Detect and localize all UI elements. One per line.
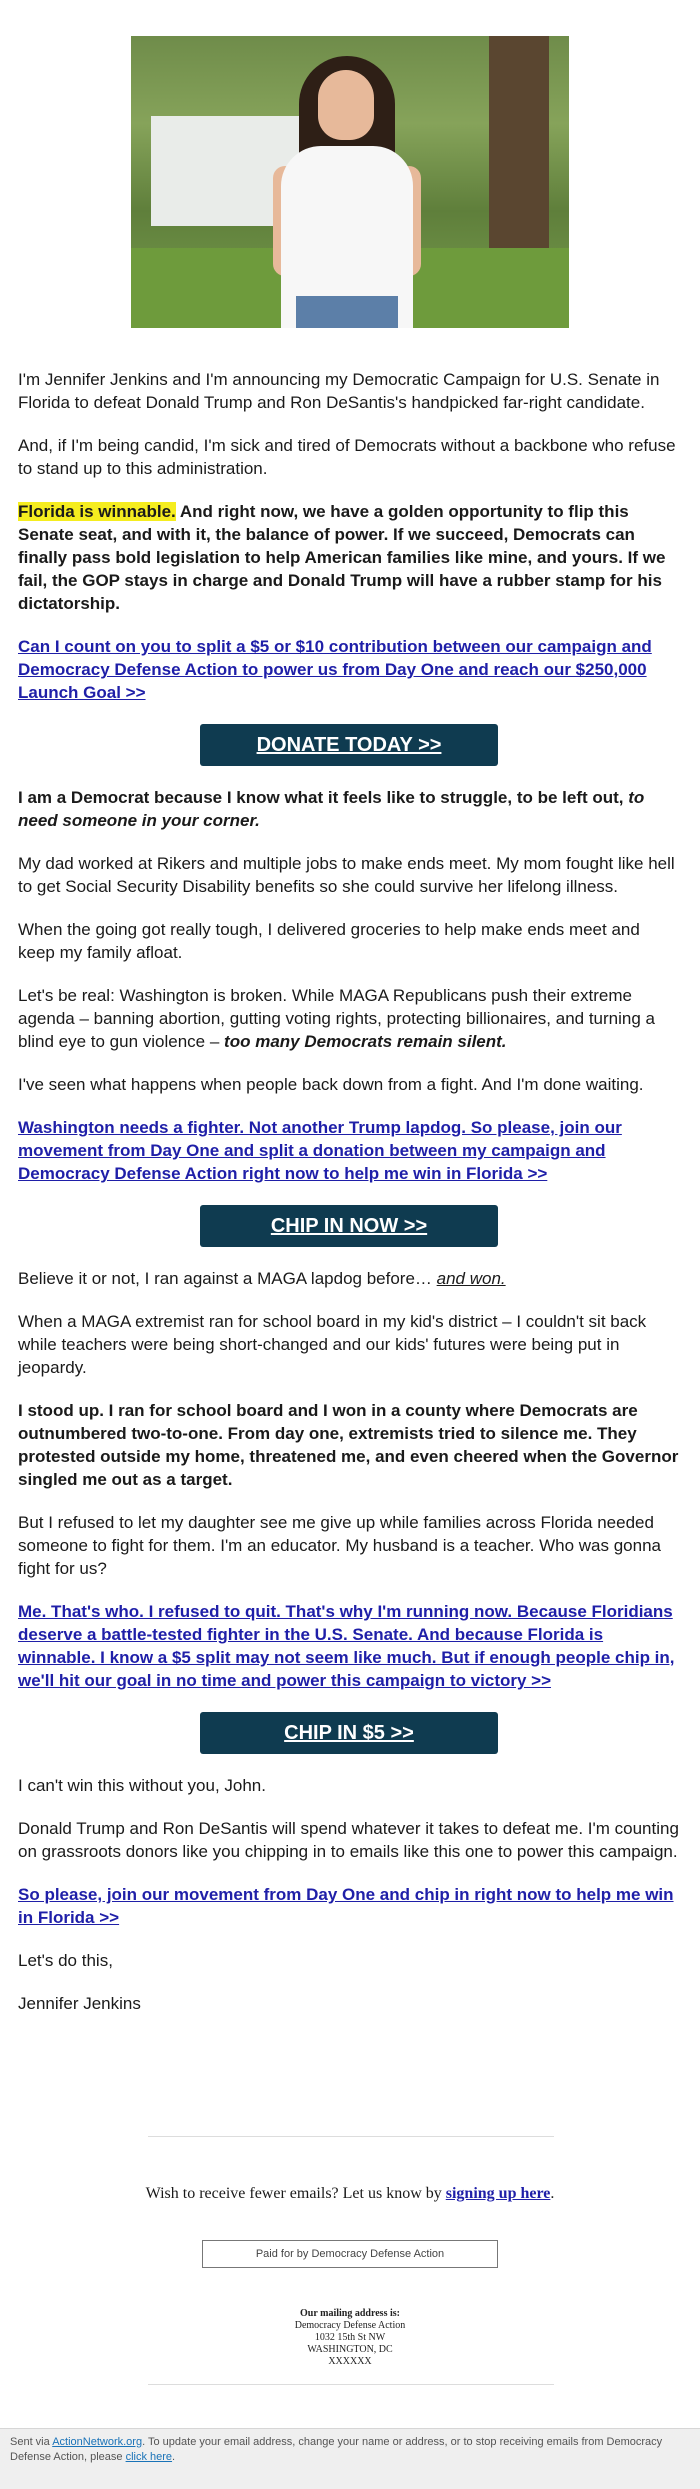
washington-paragraph [18,984,680,1053]
stood-up-paragraph: I stood up. I ran for school board and I won in a county where Democrats are outnumbered two-to-one. From day one, extremists tried to silence me. They protested outside my home, threatened me, and even cheered when the Governor singled me out as a target. [18,1401,679,1489]
mailing-label: Our mailing address is: [300,2308,400,2319]
donate-today-button[interactable]: DONATE TODAY >> [200,724,498,766]
intro-paragraph: I'm Jennifer Jenkins and I'm announcing my Democratic Campaign for U.S. Senate in Florida to defeat Donald Trump and Ron DeSantis's handpicked far-right candidate. [18,370,660,412]
sign-off-paragraph: Let's do this, [18,1951,113,1970]
cta-paragraph-1 [18,635,680,704]
join-movement-link[interactable]: So please, join our movement from Day One and chip in right now to help me win in Florida >> [18,1885,674,1927]
cant-win-paragraph: I can't win this without you, John. [18,1776,266,1795]
waiting-paragraph: I've seen what happens when people back down from a fight. And I'm done waiting. [18,1075,644,1094]
sent-via-middle: . To update your email address, change your name or address, or to stop receiving emails from Democracy Defense Action, please [10,2436,663,2463]
washington-bold: too many Democrats remain silent. [224,1032,507,1051]
fewer-emails-line [0,2185,700,2203]
chip-in-5-button[interactable]: CHIP IN $5 >> [200,1712,498,1754]
chip-5-button-row [18,1712,680,1754]
signature: Jennifer Jenkins [18,1994,141,2013]
photo-person-jeans [296,296,398,328]
sent-via-prefix: Sent via [10,2436,53,2448]
educator-paragraph: But I refused to let my daughter see me give up while families across Florida needed someone to fight for them. I'm an educator. My husband is a teacher. Who was gonna fight for us? [18,1513,661,1578]
launch-goal-link[interactable]: Can I count on you to split a $5 or $10 contribution between our campaign and Democracy Defense Action to power us from Day One and reach our $250,000 Launch Goal >> [18,637,652,702]
fewer-emails-text: Wish to receive fewer emails? Let us know by [145,2185,446,2202]
ran-before-paragraph [18,1267,680,1290]
donate-button-row [18,724,680,766]
groceries-paragraph: When the going got really tough, I delivered groceries to help make ends meet and keep my family afloat. [18,920,640,962]
email-body [18,368,680,2035]
democrat-paragraph [18,786,680,832]
backbone-paragraph: And, if I'm being candid, I'm sick and tired of Democrats without a backbone who refuse to stand up to this administration. [18,436,676,478]
actionnetwork-link[interactable]: ActionNetwork.org [52,2436,143,2448]
fighter-link[interactable]: Washington needs a fighter. Not another Trump lapdog. So please, join our movement from Day One and split a donation between my campaign and Democracy Defense Action right now to help me win in Florida >> [18,1118,622,1183]
chip-in-now-button[interactable]: CHIP IN NOW >> [200,1205,498,1247]
footer-divider-bottom [148,2384,554,2385]
and-won-text: and won. [436,1269,506,1288]
sent-via-footer [0,2428,700,2489]
signing-up-here-link[interactable]: signing up here [445,2185,551,2202]
paid-for-box: Paid for by Democracy Defense Action [202,2240,498,2268]
cta-paragraph-4 [18,1883,680,1929]
winnable-highlight: Florida is winnable. [18,502,176,521]
mailing-address [0,2308,700,2368]
winnable-text: And right now, we have a golden opportunity to flip this Senate seat, and with it, the balance of power. If we succeed, Democrats can finally pass bold legislation to help American families like mine, and yours. If we fail, the GOP stays in charge and Donald Trump will have a rubber stamp for his dictatorship. [18,502,666,613]
refused-to-quit-link[interactable]: Me. That's who. I refused to quit. That's why I'm running now. Because Floridians deserve a battle-tested fighter in the U.S. Senate. And because Florida is winnable. I know a $5 split may not seem like much. But if enough people chip in, we'll hit our goal in no time and power this campaign to victory >> [18,1602,675,1690]
grassroots-paragraph: Donald Trump and Ron DeSantis will spend whatever it takes to defeat me. I'm counting on grassroots donors like you chipping in to emails like this one to power this campaign. [18,1819,679,1861]
cta-paragraph-2 [18,1116,680,1185]
family-paragraph: My dad worked at Rikers and multiple jobs to make ends meet. My mom fought like hell to get Social Security Disability benefits so she could survive her lifelong illness. [18,854,675,896]
fewer-emails-suffix: . [550,2185,555,2202]
winnable-paragraph [18,500,680,615]
cta-paragraph-3 [18,1600,680,1692]
sent-via-text [0,2429,700,2471]
ran-before-text: Believe it or not, I ran against a MAGA lapdog before… [18,1269,437,1288]
school-board-paragraph: When a MAGA extremist ran for school board in my kid's district – I couldn't sit back while teachers were being short-changed and our kids' futures were being put in jeopardy. [18,1312,647,1377]
click-here-link[interactable]: click here [125,2451,173,2463]
democrat-italic: to need someone in your corner. [18,788,645,830]
mailing-zip: XXXXXX [328,2356,372,2367]
washington-text: Let's be real: Washington is broken. While MAGA Republicans push their extreme agenda – banning abortion, gutting voting rights, protecting billionaires, and turning a blind eye to gun violence – [18,986,655,1051]
mailing-street: 1032 15th St NW [314,2332,386,2343]
candidate-photo [131,36,569,328]
mailing-name: Democracy Defense Action [294,2320,406,2331]
chip-in-button-row [18,1205,680,1247]
sent-via-suffix: . [172,2451,176,2463]
photo-person-face [318,70,374,140]
footer-divider-top [148,2136,554,2137]
democrat-text: I am a Democrat because I know what it feels like to struggle, to be left out, [18,788,629,807]
mailing-city: WASHINGTON, DC [307,2344,393,2355]
